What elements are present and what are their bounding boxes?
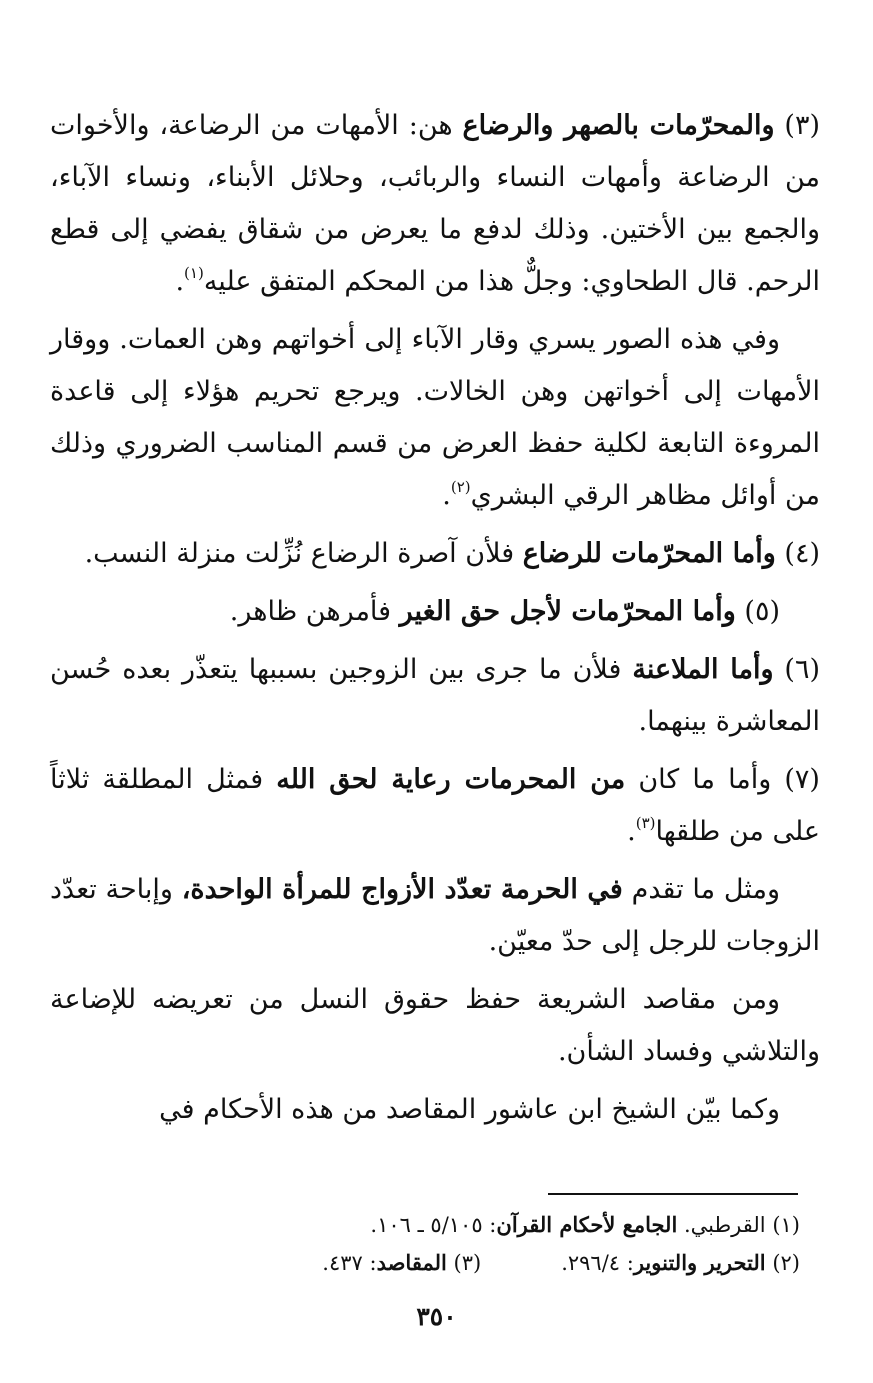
- page-number: ٣٥٠: [416, 1302, 457, 1331]
- text-run: ومثل ما تقدم: [622, 874, 780, 905]
- text-run: وفي هذه الصور يسري وقار الآباء إلى أخواتهم وهن العمات. ووقار الأمهات إلى أخواتهن وهن الخالات. ويرجع تحريم هؤلاء إلى قاعدة المروءة التابعة لكلية حفظ العرض من قسم المناسب الضروري وذلك من أوائل مظاهر الرقي البشري: [50, 324, 820, 511]
- footnote-marker: (١): [184, 264, 204, 282]
- footnote-marker: (٣): [635, 814, 656, 832]
- bold-phrase: وأما المحرّمات للرضاع: [522, 538, 776, 569]
- bold-phrase: من المحرمات رعاية لحق الله: [276, 764, 626, 795]
- text-run: .: [442, 480, 451, 511]
- bold-phrase: والمحرّمات بالصهر والرضاع: [462, 110, 775, 141]
- paragraph: [50, 528, 820, 580]
- footnote-book-title: الجامع لأحكام القرآن: [496, 1212, 678, 1237]
- footnote-marker: (٢): [450, 478, 471, 496]
- text-run: فلأن آصرة الرضاع نُزِّلت منزلة النسب.: [84, 538, 523, 569]
- footnote-2-3: [60, 1244, 800, 1282]
- text-run: (٧) وأما ما كان: [625, 764, 820, 795]
- text-run: وإباحة تعدّد الزوجات للرجل إلى حدّ معيّن.: [50, 874, 820, 957]
- text-run: ومن مقاصد الشريعة حفظ حقوق النسل من تعريضه للإضاعة والتلاشي وفساد الشأن.: [50, 984, 820, 1067]
- footnote-number: (٢): [765, 1251, 800, 1275]
- text-run: فمثل المطلقة ثلاثاً على من طلقها: [50, 764, 820, 847]
- bold-phrase: في الحرمة تعدّد الأزواج للمرأة الواحدة،: [181, 874, 623, 905]
- text-run: (٦): [773, 654, 820, 685]
- footnote-separator: [548, 1193, 798, 1195]
- footnote-book-title: التحرير والتنوير: [633, 1250, 766, 1275]
- paragraph: [50, 644, 820, 748]
- footnote-reference: : ٢٩٦/٤.: [561, 1251, 634, 1275]
- footnote-1: [60, 1206, 800, 1244]
- paragraph: [50, 754, 820, 858]
- text-run: فلأن ما جرى بين الزوجين بسببها يتعذّر بعده حُسن المعاشرة بينهما.: [50, 654, 820, 737]
- text-run: وكما بيّن الشيخ ابن عاشور المقاصد من هذه الأحكام في: [159, 1094, 780, 1125]
- text-run: فأمرهن ظاهر.: [229, 596, 400, 627]
- text-run: .: [175, 266, 185, 297]
- footnotes: [60, 1206, 800, 1282]
- footnote-author: القرطبي.: [677, 1213, 766, 1237]
- paragraph: [50, 314, 820, 522]
- paragraph: [50, 100, 820, 308]
- text-run: (٥): [735, 596, 780, 627]
- paragraph: [50, 586, 820, 638]
- bold-phrase: وأما الملاعنة: [632, 654, 774, 685]
- bold-phrase: وأما المحرّمات لأجل حق الغير: [399, 596, 736, 627]
- footnote-reference: : ٤٣٧.: [322, 1251, 377, 1275]
- footnote-reference: : ٥/١٠٥ ـ ١٠٦.: [370, 1213, 497, 1237]
- footnote-book-title: المقاصد: [376, 1250, 447, 1275]
- paragraph: [50, 864, 820, 968]
- text-run: (٤): [775, 538, 820, 569]
- footnote-number: (٣): [446, 1251, 482, 1275]
- text-run: .: [627, 816, 636, 847]
- paragraph: [50, 974, 820, 1078]
- main-text: [50, 100, 820, 1142]
- text-run: (٣): [774, 110, 821, 141]
- paragraph: [50, 1084, 820, 1136]
- text-run: هن: الأمهات من الرضاعة، والأخوات من الرضاعة وأمهات النساء والربائب، وحلائل الأبناء، ونساء الآباء، والجمع بين الأختين. وذلك لدفع ما يعرض من شقاق يفضي إلى قطع الرحم. قال الطحاوي: وجلٌّ هذا من المحكم المتفق عليه: [50, 110, 820, 297]
- footnote-number: (١): [765, 1213, 800, 1237]
